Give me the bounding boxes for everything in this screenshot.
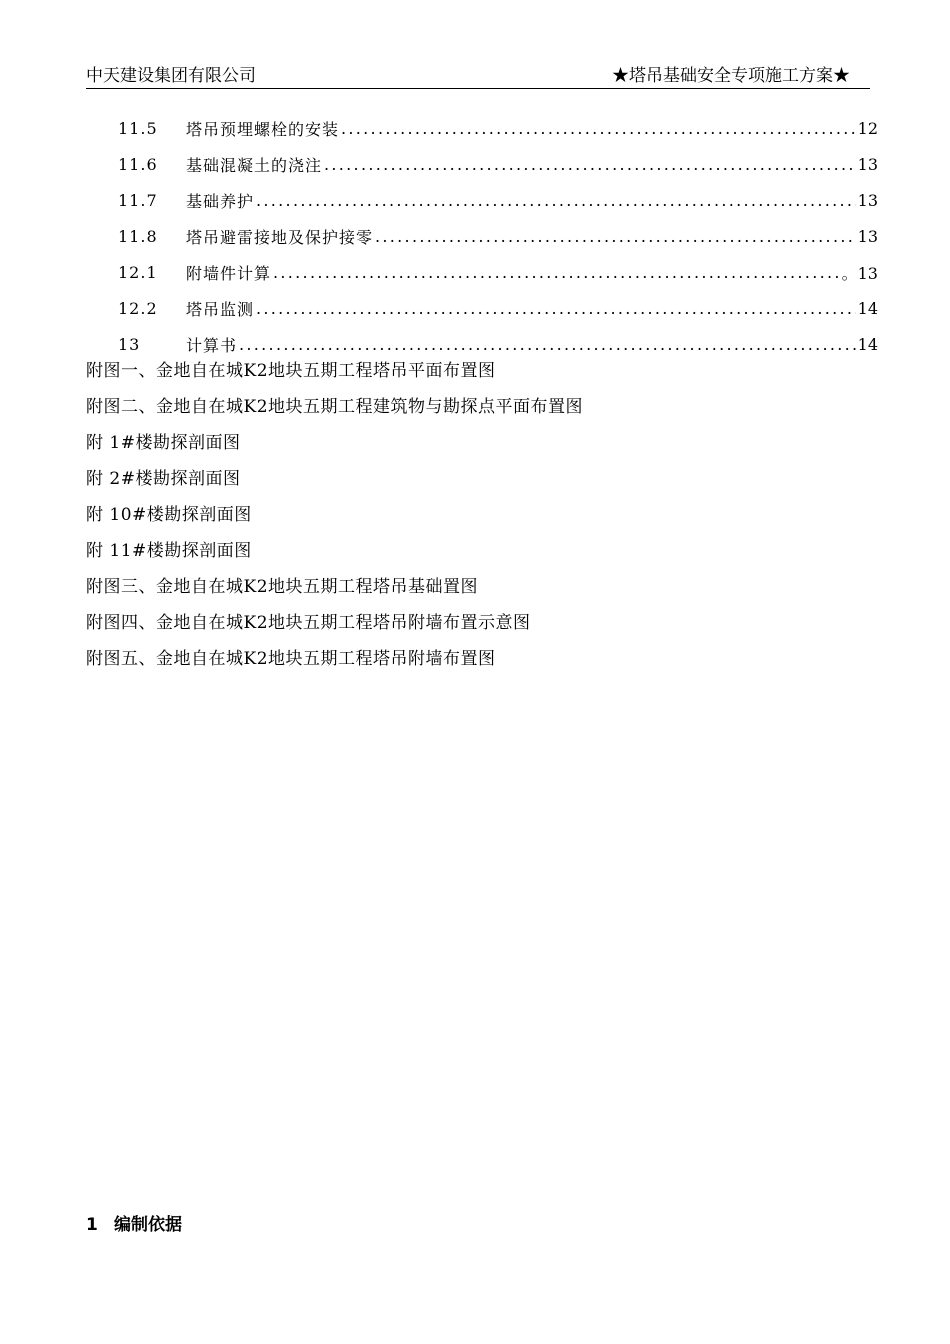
toc-title: 塔吊监测 [186, 299, 255, 319]
toc-leader [239, 335, 856, 354]
page-header [86, 64, 870, 89]
appendix-item: 附图三、金地自在城K2地块五期工程塔吊基础置图 [86, 577, 479, 597]
toc-title: 塔吊预埋螺栓的安装 [186, 119, 340, 139]
toc-number: 11.6 [118, 154, 158, 174]
appendix-item: 附图四、金地自在城K2地块五期工程塔吊附墙布置示意图 [86, 613, 531, 633]
appendix-item: 附图二、金地自在城K2地块五期工程建筑物与勘探点平面布置图 [86, 397, 584, 417]
section-heading [86, 1210, 182, 1235]
toc-title: 基础混凝土的浇注 [186, 155, 323, 175]
appendix-list [86, 353, 866, 677]
header-company: 中天建设集团有限公司 [86, 66, 256, 86]
toc-title: 附墙件计算 [186, 263, 272, 283]
toc-entry[interactable] [118, 146, 878, 182]
toc-page: 13 [857, 154, 878, 174]
toc-title: 塔吊避雷接地及保护接零 [186, 227, 374, 247]
toc-entry[interactable] [118, 182, 878, 218]
toc-leader [324, 155, 856, 174]
toc-entry[interactable] [118, 254, 878, 290]
appendix-item: 附 1#楼勘探剖面图 [86, 433, 241, 453]
toc-number: 11.5 [118, 118, 158, 138]
table-of-contents [118, 110, 878, 362]
toc-leader [273, 263, 840, 282]
toc-leader [256, 299, 856, 318]
section-title: 编制依据 [114, 1215, 182, 1235]
appendix-item: 附 10#楼勘探剖面图 [86, 505, 252, 525]
toc-page: 14 [857, 298, 878, 318]
toc-title: 基础养护 [186, 191, 255, 211]
toc-page: 12 [857, 118, 878, 138]
toc-leader [375, 227, 856, 246]
toc-page: 13 [857, 190, 878, 210]
appendix-item: 附图一、金地自在城K2地块五期工程塔吊平面布置图 [86, 361, 496, 381]
toc-leader [256, 191, 856, 210]
toc-title: 计算书 [186, 335, 238, 355]
toc-number: 13 [118, 334, 141, 354]
section-number: 1 [86, 1215, 98, 1235]
toc-page: 。13 [841, 263, 878, 283]
toc-leader [341, 119, 856, 138]
toc-number: 12.1 [118, 262, 158, 282]
appendix-item: 附 11#楼勘探剖面图 [86, 541, 252, 561]
appendix-item: 附 2#楼勘探剖面图 [86, 469, 241, 489]
toc-entry[interactable] [118, 290, 878, 326]
header-doc-title: ★塔吊基础安全专项施工方案★ [612, 66, 850, 86]
toc-number: 11.7 [118, 190, 158, 210]
toc-entry[interactable] [118, 110, 878, 146]
toc-number: 11.8 [118, 226, 158, 246]
toc-number: 12.2 [118, 298, 158, 318]
toc-page: 14 [857, 334, 878, 354]
toc-entry[interactable] [118, 218, 878, 254]
appendix-item: 附图五、金地自在城K2地块五期工程塔吊附墙布置图 [86, 649, 496, 669]
toc-page: 13 [857, 226, 878, 246]
